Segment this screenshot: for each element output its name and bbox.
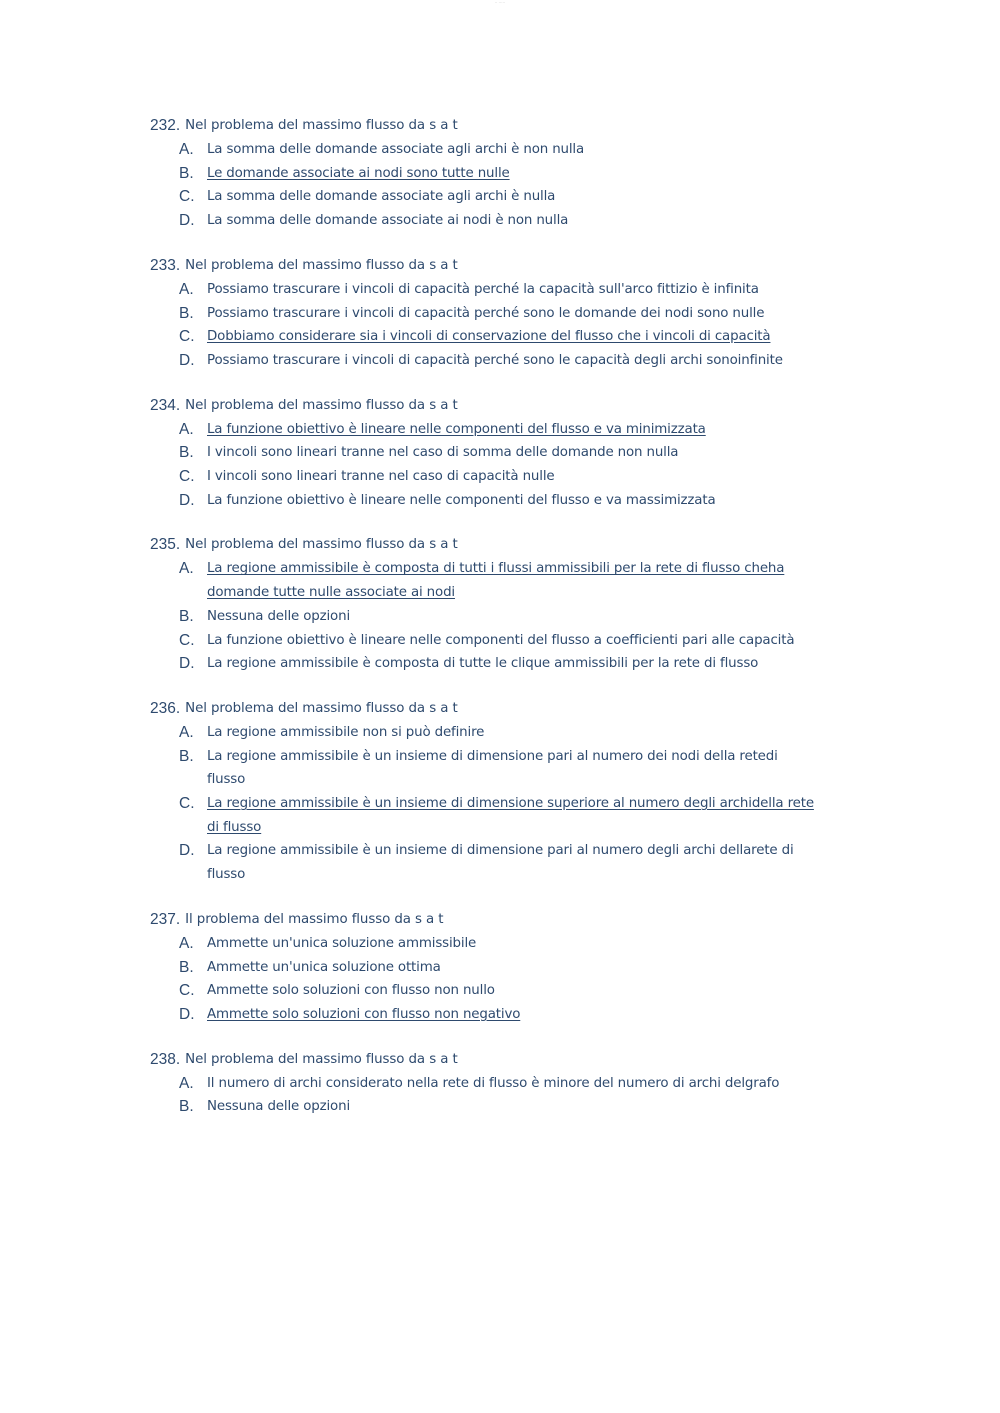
question-number: 235. [150,536,181,554]
question-title [150,115,830,137]
option-letter: A. [179,934,194,952]
option-letter: D. [179,842,195,860]
question-list [150,115,830,1141]
option-text-correct: Ammette solo soluzioni con flusso non negativo [207,1006,521,1022]
option-letter: C. [179,188,195,206]
question-text: Nel problema del massimo flusso da s a t [185,118,458,133]
option-letter: B. [179,607,194,625]
answer-option-a [179,418,830,442]
answer-option-d [179,489,830,513]
option-list [150,932,830,1027]
page-marker: ·· ····· [494,0,506,5]
answer-option-b [179,162,830,186]
answer-option-b [179,745,830,792]
question-232 [150,115,830,233]
question-title [150,534,830,556]
option-text: Nessuna delle opzioni [207,1099,351,1115]
option-text: Nessuna delle opzioni [207,608,351,624]
option-letter: D. [179,351,195,369]
question-title [150,909,830,931]
option-text: La regione ammissibile è composta di tutte le clique ammissibili per la rete di flusso [207,656,759,672]
answer-option-a [179,1072,830,1096]
question-title [150,395,830,417]
option-text: La funzione obiettivo è lineare nelle componenti del flusso a coefficienti pari alle capacità [207,632,795,648]
option-text: Ammette un'unica soluzione ammissibile [207,935,477,951]
option-text: La regione ammissibile non si può definire [207,724,485,740]
option-list [150,721,830,887]
answer-option-d [179,349,830,373]
question-number: 236. [150,699,181,717]
option-letter: B. [179,1098,194,1116]
answer-option-b [179,1095,830,1119]
option-letter: A. [179,280,194,298]
answer-option-c [179,185,830,209]
option-list [150,557,830,676]
option-letter: C. [179,982,195,1000]
answer-option-a [179,557,830,604]
option-text: La funzione obiettivo è lineare nelle componenti del flusso e va massimizzata [207,492,716,508]
question-text: Nel problema del massimo flusso da s a t [185,537,458,553]
option-text: Ammette un'unica soluzione ottima [207,959,441,975]
answer-option-c [179,465,830,489]
question-text: Nel problema del massimo flusso da s a t [185,700,458,716]
question-236 [150,698,830,887]
answer-option-c [179,792,830,839]
option-text: La somma delle domande associate agli archi è nulla [207,189,556,205]
option-letter: B. [179,304,194,322]
option-text: Il numero di archi considerato nella rete di flusso è minore del numero di archi delgrafo [207,1075,780,1091]
option-letter: A. [179,723,194,741]
answer-option-d [179,652,830,676]
option-text: I vincoli sono lineari tranne nel caso di capacità nulle [207,469,555,485]
question-234 [150,395,830,513]
answer-option-a [179,278,830,302]
option-letter: A. [179,420,194,438]
answer-option-a [179,138,830,162]
answer-option-c [179,629,830,653]
option-text: Possiamo trascurare i vincoli di capacità perché la capacità sull'arco fittizio è infinita [207,281,759,297]
option-text: La regione ammissibile è un insieme di dimensione pari al numero dei nodi della retedi flusso [207,748,778,788]
answer-option-b [179,441,830,465]
option-text: Ammette solo soluzioni con flusso non nullo [207,983,495,999]
option-text-correct: La regione ammissibile è un insieme di dimensione superiore al numero degli archidella rete di flusso [207,796,814,835]
question-number: 237. [150,910,181,928]
question-number: 232. [150,117,181,134]
option-list [150,278,830,373]
answer-option-a [179,721,830,745]
question-238 [150,1049,830,1119]
option-list [150,418,830,513]
option-letter: D. [179,491,195,509]
question-title [150,255,830,277]
question-title [150,1049,830,1071]
answer-option-c [179,979,830,1003]
option-letter: A. [179,141,194,158]
question-text: Nel problema del massimo flusso da s a t [185,397,458,413]
option-text: La somma delle domande associate ai nodi è non nulla [207,213,569,229]
option-text: La somma delle domande associate agli archi è non nulla [207,142,585,157]
option-text-correct: Le domande associate ai nodi sono tutte nulle [207,165,510,181]
question-237 [150,909,830,1027]
question-text: Nel problema del massimo flusso da s a t [185,257,458,273]
option-letter: C. [179,795,195,813]
option-letter: B. [179,164,194,182]
option-letter: B. [179,958,194,976]
option-letter: B. [179,747,194,765]
option-letter: C. [179,328,195,346]
option-letter: A. [179,1074,194,1092]
question-235 [150,534,830,676]
answer-option-a [179,932,830,956]
answer-option-c [179,325,830,349]
option-letter: D. [179,212,195,230]
option-text-correct: Dobbiamo considerare sia i vincoli di conservazione del flusso che i vincoli di capacità [207,329,771,345]
question-text: Nel problema del massimo flusso da s a t [185,1051,458,1067]
option-letter: D. [179,1005,195,1023]
option-text-correct: La regione ammissibile è composta di tutti i flussi ammissibili per la rete di flusso cheha domande tutte nulle associate ai nodi [207,561,785,601]
option-letter: C. [179,468,195,486]
question-233 [150,255,830,373]
option-list [150,1072,830,1119]
option-letter: C. [179,631,195,649]
answer-option-b [179,605,830,629]
option-letter: B. [179,444,194,462]
answer-option-b [179,956,830,980]
answer-option-d [179,1003,830,1027]
question-text: Il problema del massimo flusso da s a t [185,911,444,927]
option-letter: D. [179,655,195,673]
answer-option-b [179,302,830,326]
option-letter: A. [179,560,194,578]
question-number: 233. [150,256,181,274]
question-title [150,698,830,720]
question-number: 234. [150,396,181,414]
option-list [150,138,830,233]
answer-option-d [179,209,830,233]
option-text: Possiamo trascurare i vincoli di capacità perché sono le capacità degli archi sonoinfinite [207,352,783,368]
option-text-correct: La funzione obiettivo è lineare nelle componenti del flusso e va minimizzata [207,421,706,437]
answer-option-d [179,839,830,886]
question-number: 238. [150,1050,181,1068]
option-text: Possiamo trascurare i vincoli di capacità perché sono le domande dei nodi sono nulle [207,305,765,321]
option-text: La regione ammissibile è un insieme di dimensione pari al numero degli archi dellarete di flusso [207,843,794,883]
option-text: I vincoli sono lineari tranne nel caso di somma delle domande non nulla [207,445,679,461]
